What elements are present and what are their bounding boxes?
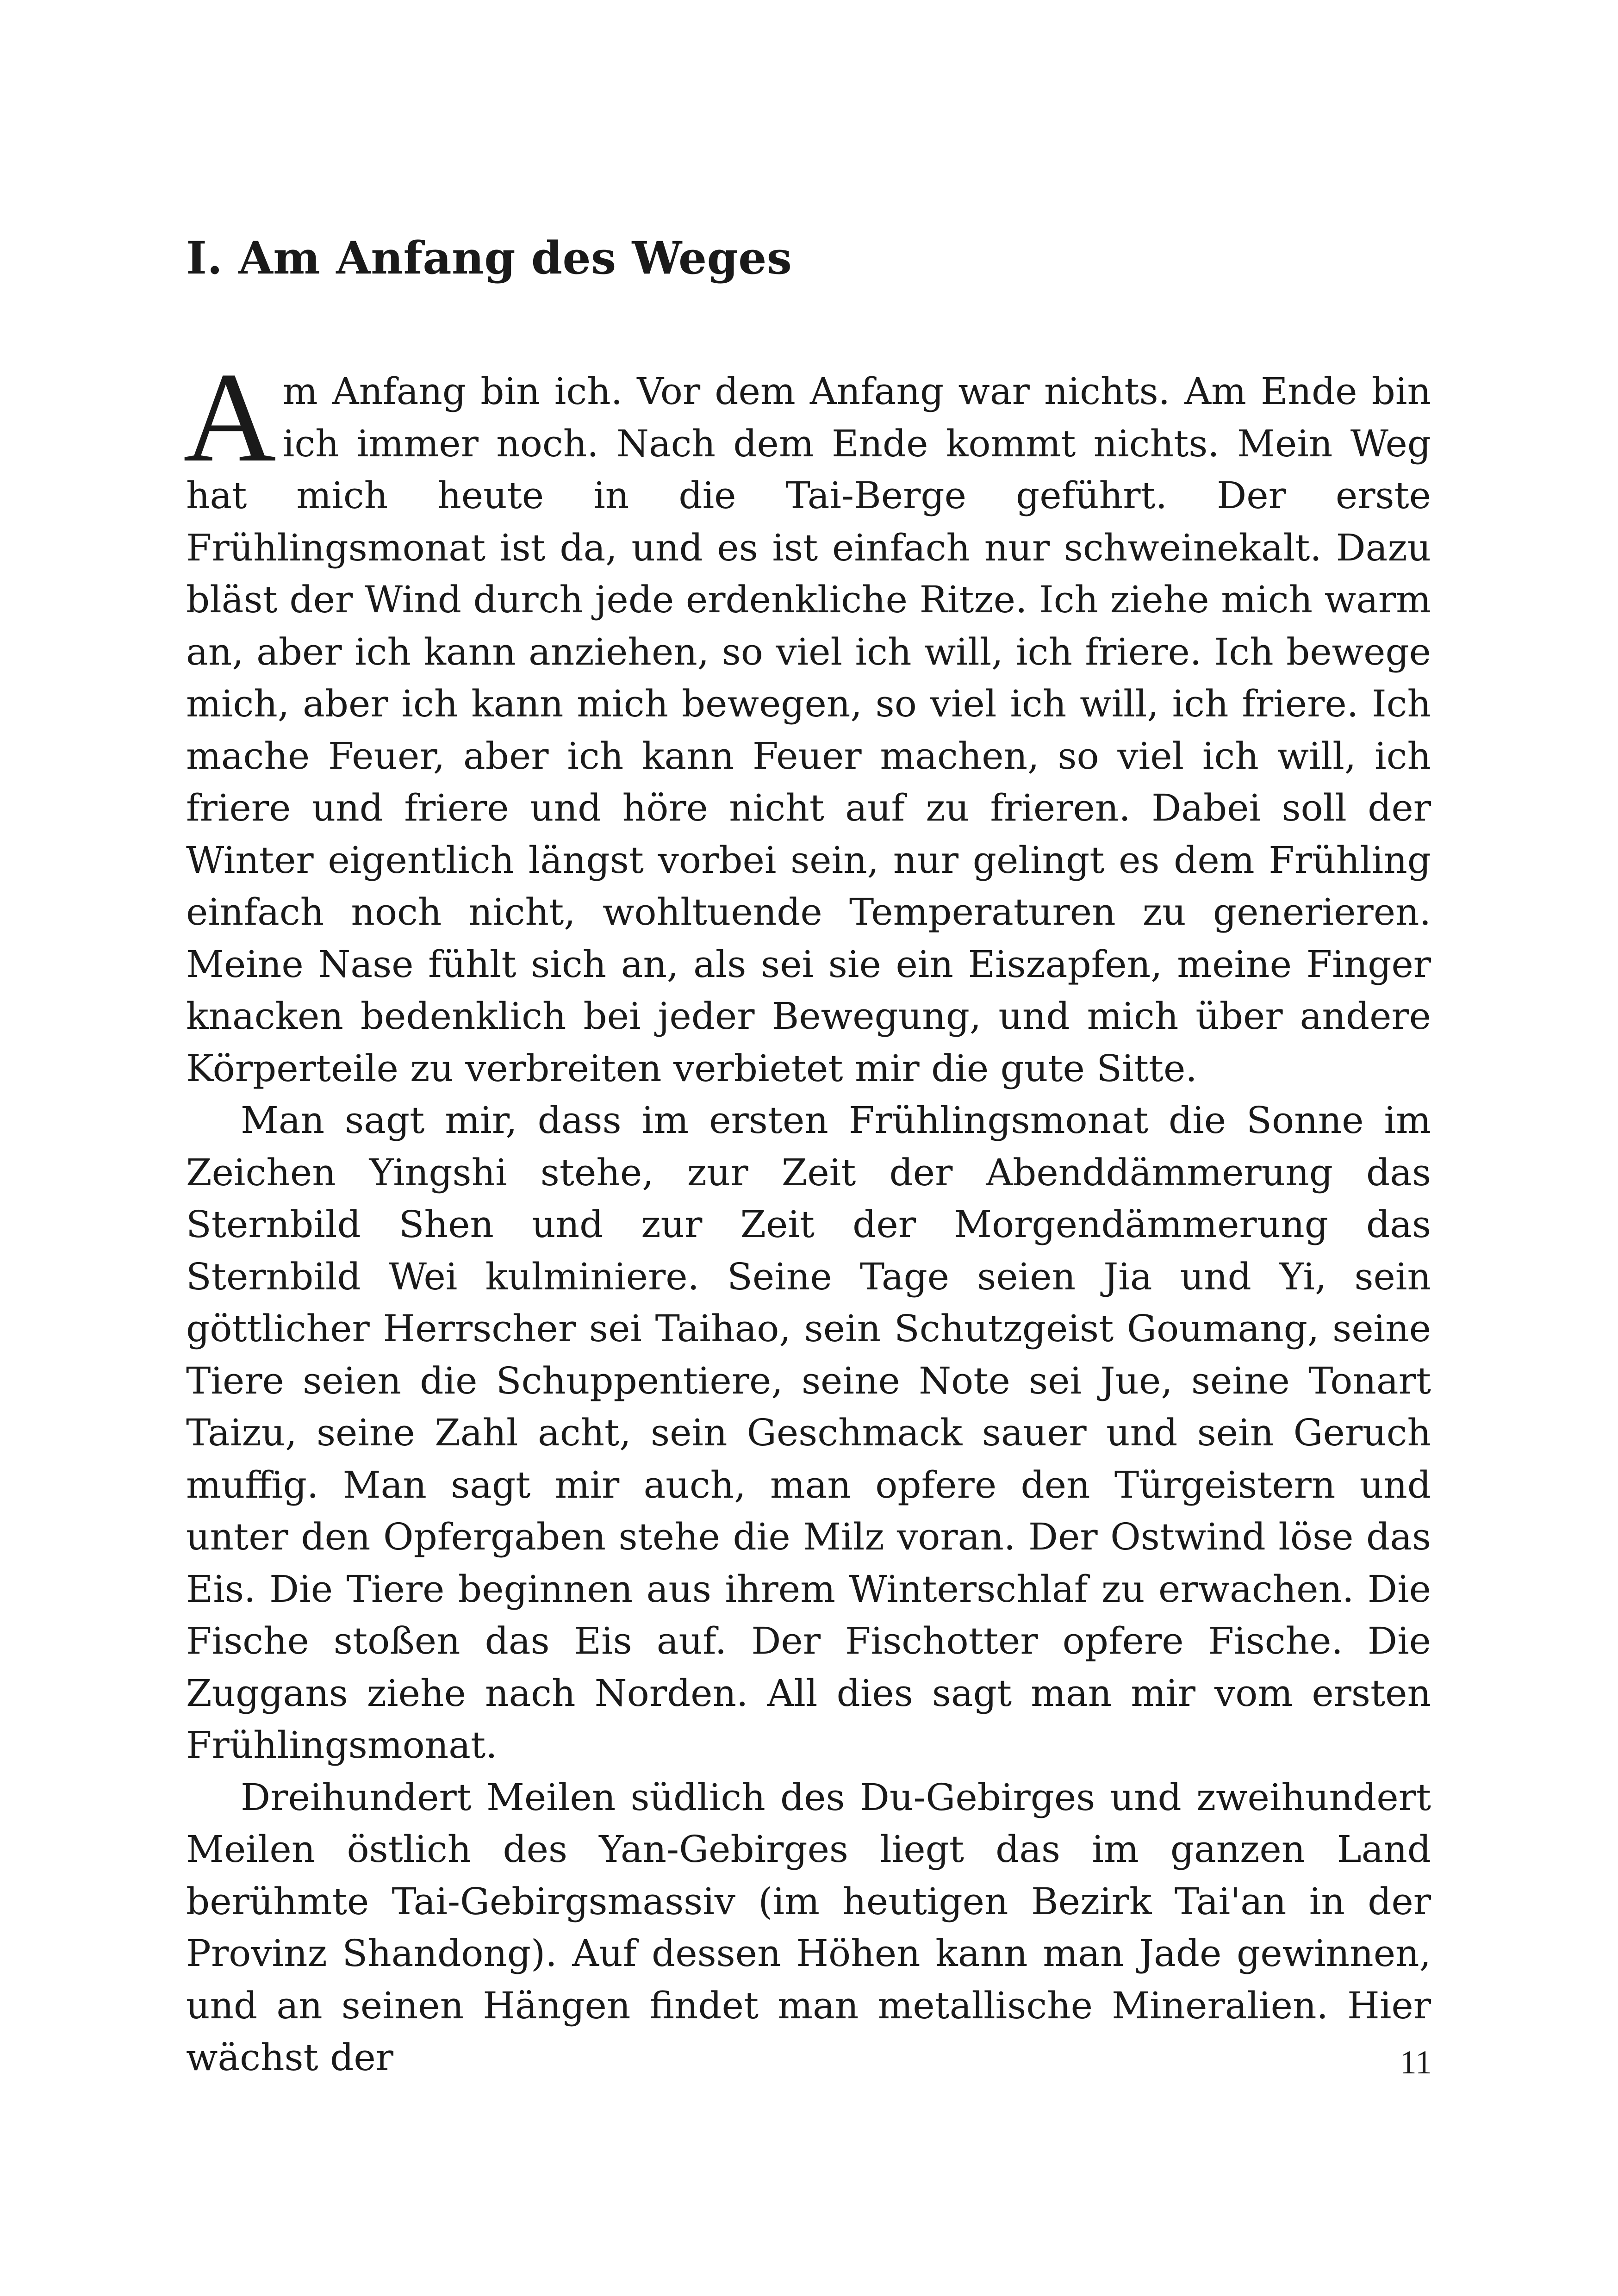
paragraph-2: Man sagt mir, dass im ersten Frühlingsmonat die Sonne im Zeichen Yingshi stehe, zur Zeit der Abenddämmerung das Sternbild Shen und zur Zeit der Morgendämmerung das Sternbild Wei kulminiere. Seine Tage seien Jia und Yi, sein göttlicher Herrscher sei Taihao, sein Schutzgeist Goumang, seine Tiere seien die Schuppentiere, seine Note sei Jue, seine Tonart Taizu, seine Zahl acht, sein Geschmack sauer und sein Geruch muffig. Man sagt mir auch, man opfere den Türgeistern und unter den Opfergaben stehe die Milz voran. Der Ostwind löse das Eis. Die Tiere beginnen aus ihrem Winterschlaf zu erwachen. Die Fische stoßen das Eis auf. Der Fischotter opfere Fische. Die Zuggans ziehe nach Norden. All dies sagt man mir vom ersten Frühlingsmonat. xyxy=(186,1099,1431,1767)
body-text xyxy=(183,346,1431,2084)
paragraph-3: Dreihundert Meilen südlich des Du-Gebirges und zweihundert Meilen östlich des Yan-Gebirges liegt das im ganzen Land berühmte Tai-Gebirgsmassiv (im heutigen Bezirk Tai'an in der Provinz Shandong). Auf dessen Höhen kann man Jade gewinnen, und an seinen Hängen findet man metallische Mineralien. Hier wächst der xyxy=(186,1775,1431,2079)
paragraph-1-text: m Anfang bin ich. Vor dem Anfang war nichts. Am Ende bin ich immer noch. Nach dem Ende kommt nichts. Mein Weg hat mich heute in die Tai-Berge geführt. Der erste Frühlingsmonat ist da, und es ist einfach nur schweinekalt. Dazu bläst der Wind durch jede erdenkliche Ritze. Ich ziehe mich warm an, aber ich kann anziehen, so viel ich will, ich friere. Ich bewege mich, aber ich kann mich bewegen, so viel ich will, ich friere. Ich mache Feuer, aber ich kann Feuer machen, so viel ich will, ich friere und friere und höre nicht auf zu frieren. Dabei soll der Winter eigentlich längst vorbei sein, nur gelingt es dem Frühling einfach noch nicht, wohltuende Temperaturen zu generieren. Meine Nase fühlt sich an, als sei sie ein Eiszapfen, meine Finger knacken bedenklich bei jeder Bewegung, und mich über andere Körperteile zu verbreiten verbietet mir die gute Sitte. xyxy=(186,370,1431,1090)
chapter-title: I. Am Anfang des Weges xyxy=(186,232,792,284)
paragraph-1 xyxy=(183,346,1431,1095)
page-number: 11 xyxy=(1400,2044,1432,2081)
drop-cap: A xyxy=(183,346,276,489)
